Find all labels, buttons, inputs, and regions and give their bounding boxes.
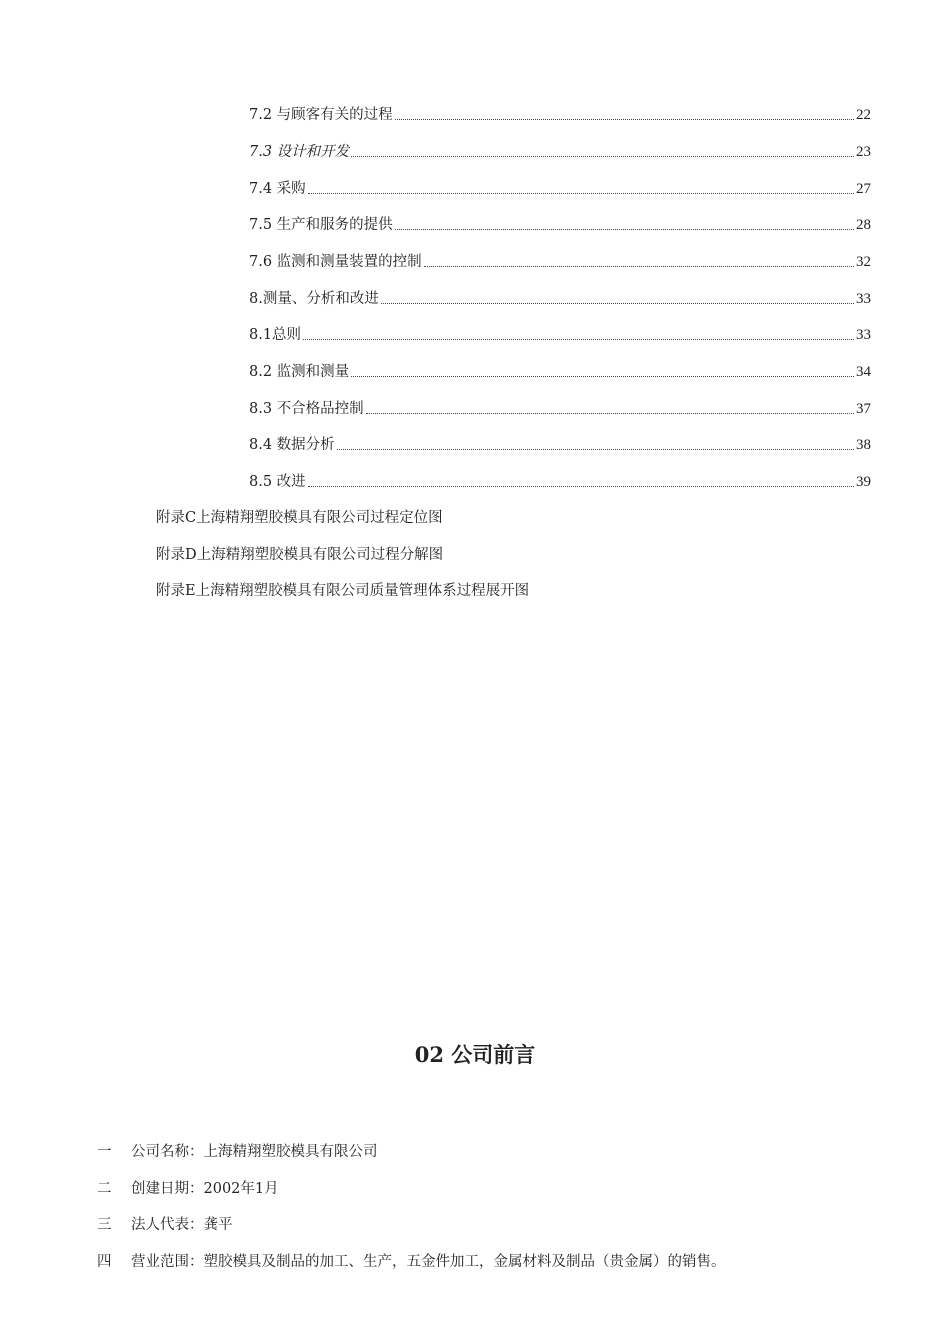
info-value: 上海精翔塑胶模具有限公司 <box>203 1144 378 1160</box>
info-label: 法人代表： <box>131 1217 204 1233</box>
toc-entry[interactable] <box>249 251 871 273</box>
toc-entry-label: 7.6 监测和测量装置的控制 <box>249 254 422 270</box>
toc-entry[interactable] <box>249 104 871 126</box>
toc-leader-dots <box>395 118 854 120</box>
info-value: 塑胶模具及制品的加工、生产，五金件加工，金属材料及制品（贵金属）的销售。 <box>203 1254 726 1270</box>
appendix-c-entry[interactable]: 附录C上海精翔塑胶模具有限公司过程定位图 <box>156 510 443 526</box>
company-info-row <box>97 1214 233 1236</box>
toc-leader-dots <box>308 485 854 487</box>
toc-entry-label: 7.4 采购 <box>249 181 306 197</box>
toc-entry-label: 7.2 与顾客有关的过程 <box>249 107 393 123</box>
toc-leader-dots <box>381 302 854 304</box>
toc-entry-label: 7.5 生产和服务的提供 <box>249 217 393 233</box>
toc-leader-dots <box>366 412 854 414</box>
toc-entry[interactable] <box>249 214 871 236</box>
toc-entry-label: 8.2 监测和测量 <box>249 364 350 380</box>
toc-entry[interactable] <box>249 178 871 200</box>
toc-leader-dots <box>337 448 854 450</box>
toc-entry[interactable] <box>249 398 871 420</box>
info-number: 一 <box>97 1144 112 1160</box>
toc-entry-page: 32 <box>856 254 871 270</box>
toc-entry-page: 28 <box>856 217 871 233</box>
info-value: 2002年1月 <box>203 1181 279 1197</box>
toc-leader-dots <box>308 192 854 194</box>
toc-leader-dots <box>351 375 854 377</box>
toc-entry-page: 33 <box>856 327 871 343</box>
company-info-row <box>97 1251 726 1273</box>
toc-entry-page: 33 <box>856 291 871 307</box>
appendix-e-entry[interactable]: 附录E上海精翔塑胶模具有限公司质量管理体系过程展开图 <box>156 583 530 599</box>
toc-entry[interactable] <box>249 471 871 493</box>
toc-entry[interactable] <box>249 288 871 310</box>
info-label: 营业范围： <box>131 1254 204 1270</box>
toc-leader-dots <box>351 155 854 157</box>
section-title: 02 公司前言 <box>414 1042 536 1067</box>
info-number: 三 <box>97 1217 112 1233</box>
toc-entry[interactable] <box>249 141 871 163</box>
toc-entry-label: 7.3 设计和开发 <box>249 144 350 160</box>
toc-entry-label: 8.1总则 <box>249 327 302 343</box>
toc-entry[interactable] <box>249 434 871 456</box>
info-number: 四 <box>97 1254 112 1270</box>
company-info-row <box>97 1178 279 1200</box>
toc-entry-label: 8.3 不合格品控制 <box>249 401 364 417</box>
toc-entry[interactable] <box>249 324 871 346</box>
toc-entry-label: 8.5 改进 <box>249 474 306 490</box>
toc-entry-page: 27 <box>856 181 871 197</box>
appendix-d-entry[interactable]: 附录D上海精翔塑胶模具有限公司过程分解图 <box>156 547 444 563</box>
company-info-row <box>97 1141 378 1163</box>
info-label: 创建日期： <box>131 1181 204 1197</box>
info-label: 公司名称： <box>131 1144 204 1160</box>
toc-entry-page: 38 <box>856 437 871 453</box>
info-number: 二 <box>97 1181 112 1197</box>
toc-entry-page: 23 <box>856 144 871 160</box>
toc-entry-label: 8.4 数据分析 <box>249 437 335 453</box>
toc-entry-label: 8.测量、分析和改进 <box>249 291 379 307</box>
toc-leader-dots <box>303 338 854 340</box>
info-value: 龚平 <box>203 1217 233 1233</box>
toc-entry-page: 39 <box>856 474 871 490</box>
toc-entry[interactable] <box>249 361 871 383</box>
toc-entry-page: 22 <box>856 107 871 123</box>
toc-leader-dots <box>424 265 854 267</box>
toc-leader-dots <box>395 228 854 230</box>
toc-entry-page: 34 <box>856 364 871 380</box>
toc-entry-page: 37 <box>856 401 871 417</box>
